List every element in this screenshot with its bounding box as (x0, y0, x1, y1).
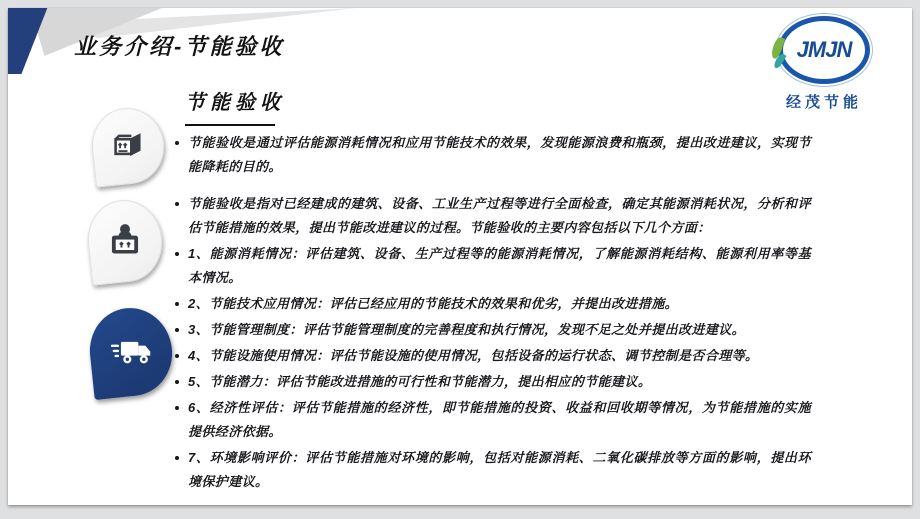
logo-monogram: JMJN (796, 37, 852, 62)
list-item (175, 370, 811, 394)
bullet-text: 节能验收是通过评估能源消耗情况和应用节能技术的效果，发现能源浪费和瓶颈，提出改进建议，实现节能降耗的目的。 (188, 135, 811, 174)
bullet-dot (175, 354, 179, 358)
list-item (175, 131, 811, 179)
list-item (175, 318, 811, 342)
courier-badge (84, 196, 166, 285)
bullet-text: 5、节能潜力：评估节能改进措施的可行性和节能潜力，提出相应的节能建议。 (188, 374, 652, 389)
bullet-dot (175, 456, 179, 460)
logo-company-name: 经茂节能 (785, 94, 862, 111)
truck-icon (109, 335, 153, 369)
heading-underline (185, 124, 275, 126)
company-logo (764, 16, 884, 112)
list-item (175, 292, 811, 316)
courier-icon (106, 222, 144, 260)
bullet-text: 7、环境影响评价：评估节能措施对环境的影响，包括对能源消耗、二氧化碳排放等方面的影响，提出环境保护建议。 (188, 450, 811, 489)
bullet-text: 1、能源消耗情况：评估建筑、设备、生产过程等的能源消耗情况，了解能源消耗结构、能源利用率等基本情况。 (188, 246, 811, 285)
bullet-text: 4、节能设施使用情况：评估节能设施的使用情况，包括设备的运行状态、调节控制是否合理等。 (188, 348, 759, 363)
page-title: 业务介绍-节能验收 (74, 34, 285, 59)
section-heading: 节能验收 (185, 92, 285, 114)
bullet-dot (175, 380, 179, 384)
slide (8, 8, 912, 505)
bullet-dot (175, 141, 179, 145)
bullet-dot (175, 328, 179, 332)
bullet-list (175, 131, 811, 496)
truck-badge (86, 304, 177, 400)
bullet-dot (175, 252, 179, 256)
bullet-text: 节能验收是指对已经建成的建筑、设备、工业生产过程等进行全面检查，确定其能源消耗状况，分析和评估节能措施的效果，提出节能改进建议的过程。节能验收的主要内容包括以下几个方面： (188, 196, 811, 235)
list-item (175, 344, 811, 368)
bullet-text: 2、节能技术应用情况：评估已经应用的节能技术的效果和优劣，并提出改进措施。 (188, 296, 679, 311)
list-item (175, 396, 811, 444)
logo-ring (778, 16, 870, 84)
list-item (175, 192, 811, 240)
bullet-dot (175, 406, 179, 410)
list-item (175, 242, 811, 290)
bullet-text: 6、经济性评估：评估节能措施的经济性，即节能措施的投资、收益和回收期等情况，为节能措施的实施提供经济依据。 (188, 400, 811, 439)
package-icon (110, 128, 146, 164)
bullet-dot (175, 202, 179, 206)
package-badge (88, 104, 168, 187)
bullet-dot (175, 302, 179, 306)
bullet-text: 3、节能管理制度：评估节能管理制度的完善程度和执行情况，发现不足之处并提出改进建议。 (188, 322, 746, 337)
list-item (175, 446, 811, 494)
